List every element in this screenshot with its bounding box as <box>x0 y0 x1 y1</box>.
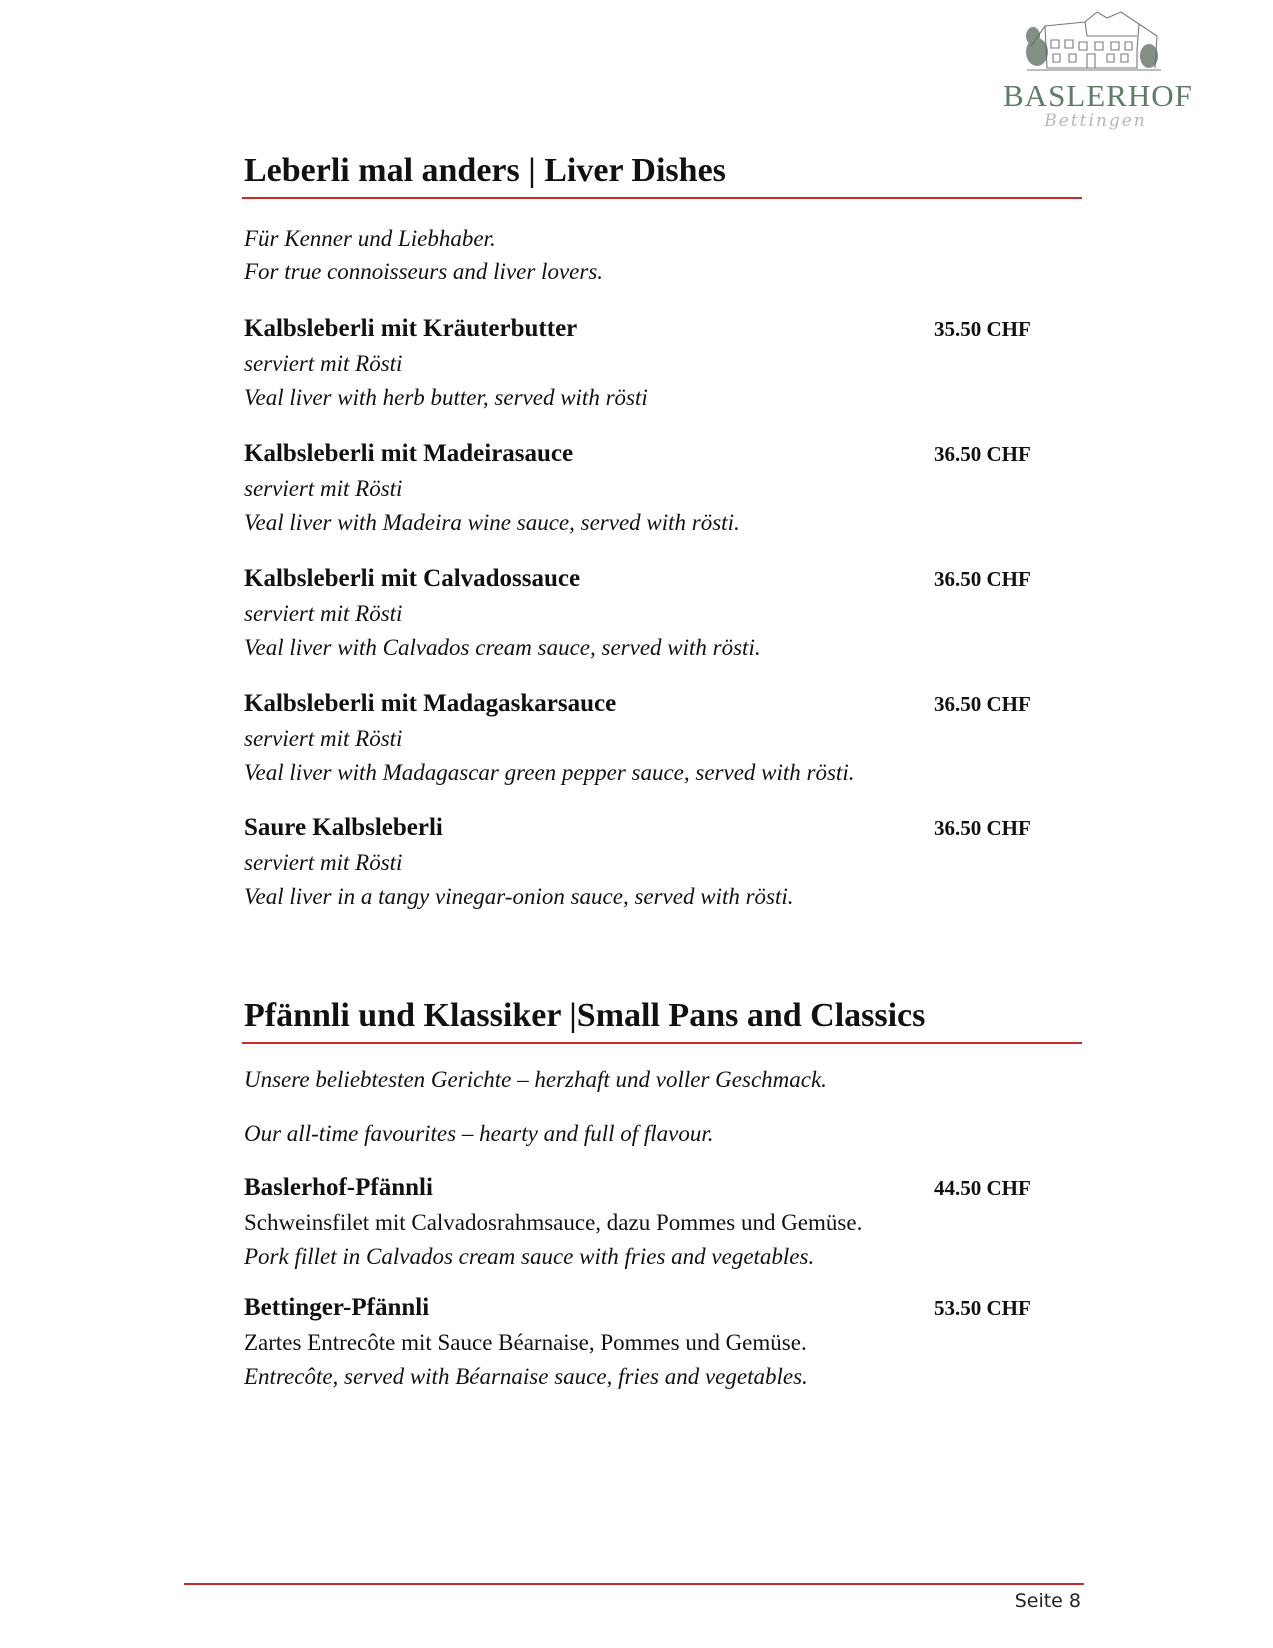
section-intro-en: Our all-time favourites – hearty and full of flavour. <box>244 1121 714 1146</box>
item-price: 44.50 CHF <box>934 1176 1031 1200</box>
item-name: Baslerhof-Pfännli <box>244 1174 433 1201</box>
item-description-en: Veal liver with Madagascar green pepper sauce, served with rösti. <box>244 760 855 785</box>
item-description-en: Pork fillet in Calvados cream sauce with fries and vegetables. <box>244 1244 815 1269</box>
item-price: 35.50 CHF <box>934 317 1031 341</box>
item-description-en: Entrecôte, served with Béarnaise sauce, fries and vegetables. <box>244 1364 808 1389</box>
item-description-de: Schweinsfilet mit Calvadosrahmsauce, dazu Pommes und Gemüse. <box>244 1210 863 1235</box>
item-price: 36.50 CHF <box>934 816 1031 840</box>
item-description-de: serviert mit Rösti <box>244 850 403 875</box>
item-description-en: Veal liver with Calvados cream sauce, served with rösti. <box>244 635 761 660</box>
item-name: Kalbsleberli mit Madagaskarsauce <box>244 690 617 717</box>
item-name: Saure Kalbsleberli <box>244 814 443 841</box>
item-description-de: Zartes Entrecôte mit Sauce Béarnaise, Pommes und Gemüse. <box>244 1330 807 1355</box>
brand-subtitle: Bettingen <box>1044 111 1147 131</box>
section-intro-en: For true connoisseurs and liver lovers. <box>244 259 604 284</box>
baslerhof-logo <box>1003 6 1193 134</box>
section-divider <box>242 197 1082 199</box>
item-name: Kalbsleberli mit Calvadossauce <box>244 565 581 592</box>
brand-name: BASLERHOF <box>1003 78 1193 113</box>
item-name: Kalbsleberli mit Kräuterbutter <box>244 315 578 342</box>
section-intro-de: Unsere beliebtesten Gerichte – herzhaft und voller Geschmack. <box>244 1067 827 1092</box>
house-sketch-icon <box>1025 6 1163 80</box>
item-description-de: serviert mit Rösti <box>244 476 403 501</box>
item-description-en: Veal liver with herb butter, served with rösti <box>244 385 648 410</box>
item-price: 36.50 CHF <box>934 692 1031 716</box>
item-price: 36.50 CHF <box>934 567 1031 591</box>
item-description-en: Veal liver in a tangy vinegar-onion sauce, served with rösti. <box>244 884 794 909</box>
item-price: 53.50 CHF <box>934 1296 1031 1320</box>
item-description-de: serviert mit Rösti <box>244 351 403 376</box>
section-title-pans: Pfännli und Klassiker |Small Pans and Classics <box>244 997 926 1034</box>
section-intro-de: Für Kenner und Liebhaber. <box>244 226 496 251</box>
item-name: Bettinger-Pfännli <box>244 1294 430 1321</box>
item-description-de: serviert mit Rösti <box>244 726 403 751</box>
item-price: 36.50 CHF <box>934 442 1031 466</box>
footer-divider <box>184 1583 1084 1585</box>
section-title-liver: Leberli mal anders | Liver Dishes <box>244 152 726 189</box>
item-description-en: Veal liver with Madeira wine sauce, served with rösti. <box>244 510 740 535</box>
item-description-de: serviert mit Rösti <box>244 601 403 626</box>
section-divider <box>242 1042 1082 1044</box>
page-number: Seite 8 <box>1014 1590 1081 1612</box>
item-name: Kalbsleberli mit Madeirasauce <box>244 440 574 467</box>
